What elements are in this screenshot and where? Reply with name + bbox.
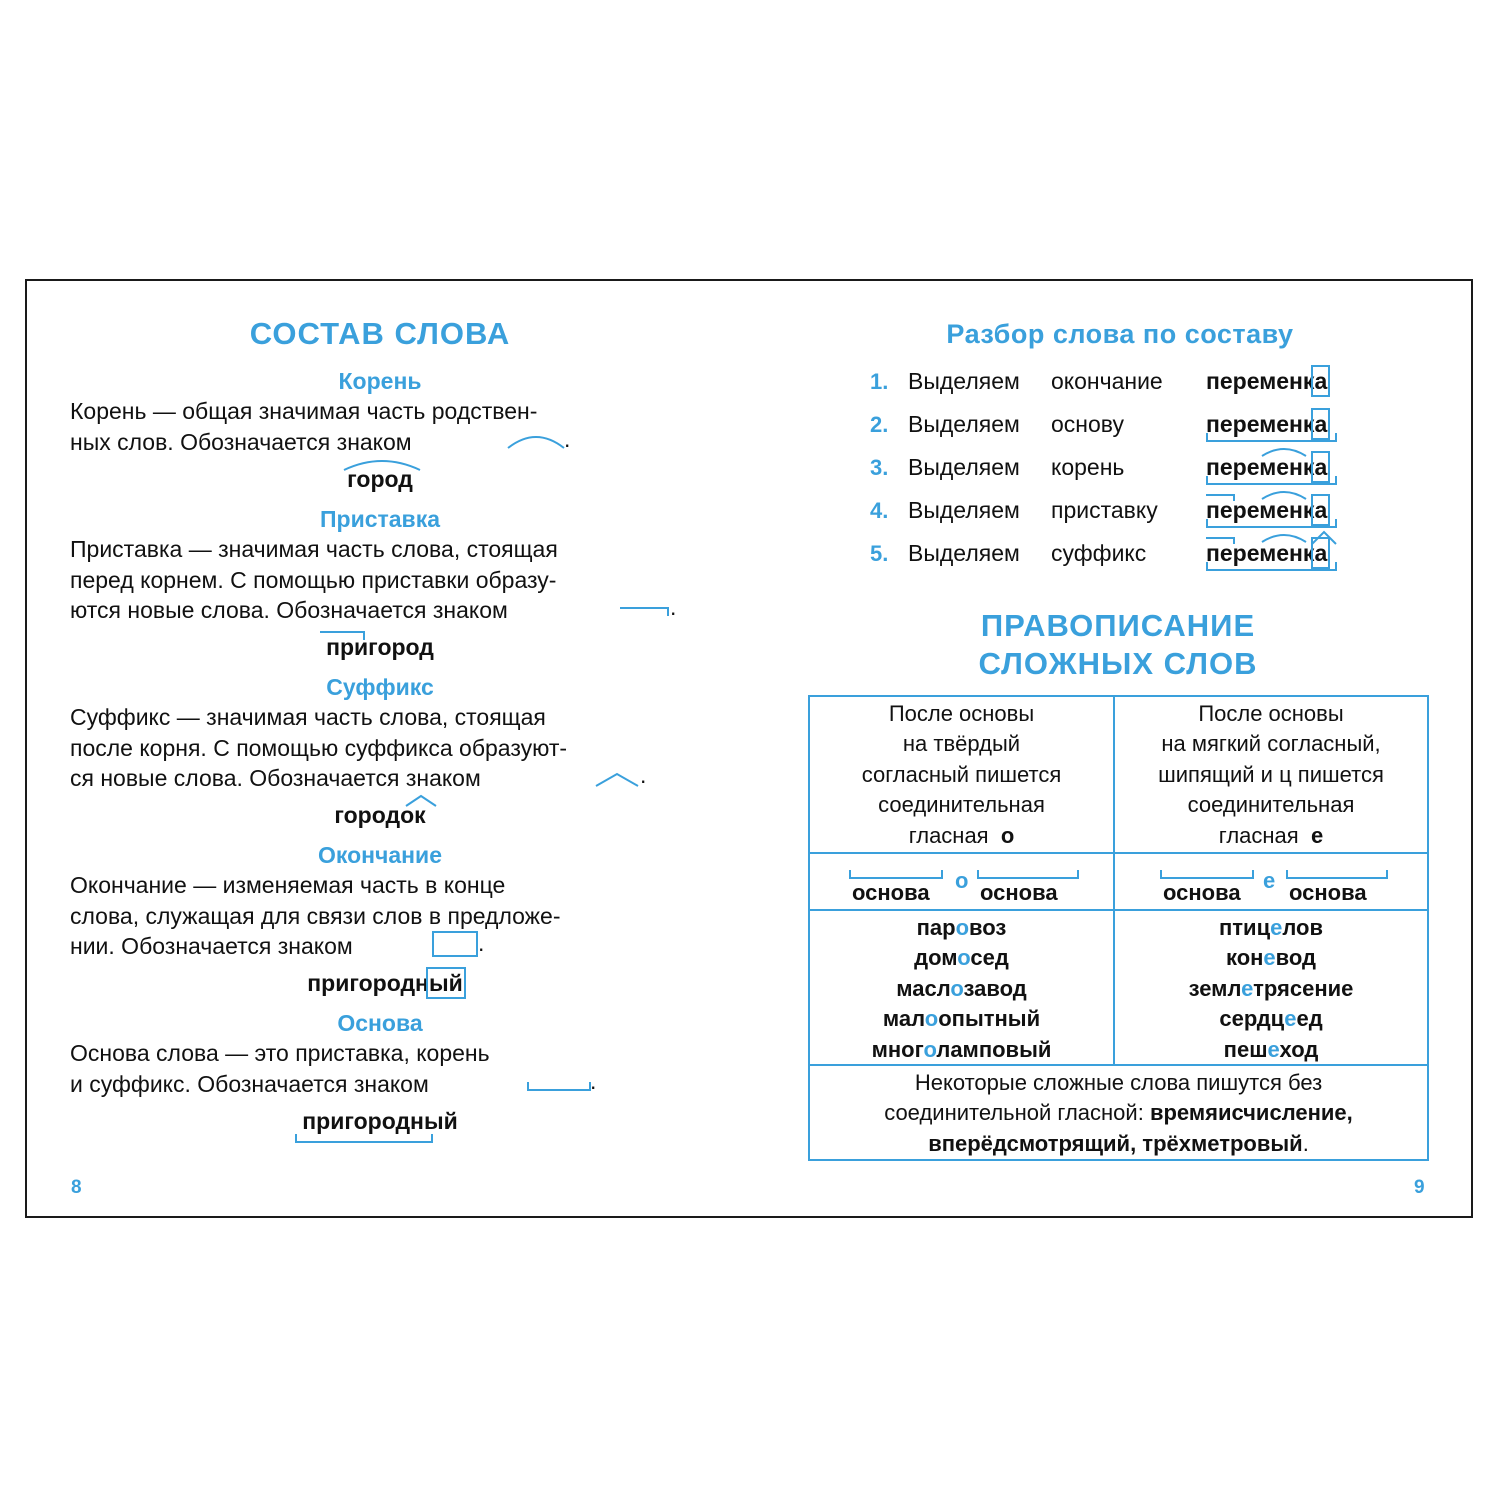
compound-word: домосед bbox=[914, 945, 1009, 971]
heading-root: Корень bbox=[338, 368, 422, 394]
compound-word: землетрясение bbox=[1188, 975, 1354, 1001]
root-arc-example bbox=[342, 458, 422, 472]
table-footer: Некоторые сложные слова пишутся без соединительной гласной: времяисчисление, вперёдсмотрящий, трёхметровый. bbox=[884, 1070, 1353, 1156]
prefix-symbol bbox=[618, 604, 670, 618]
suffix-symbol bbox=[594, 770, 640, 788]
step-target: приставку bbox=[1051, 497, 1158, 523]
col1-schema: основа о основа bbox=[810, 854, 1113, 909]
text-line: слова, служащая для связи слов в предложе- bbox=[70, 902, 561, 929]
text-line: нии. Обозначается знаком bbox=[70, 933, 353, 959]
parsed-word: переменка bbox=[1206, 497, 1328, 523]
compound-word: маслозавод bbox=[896, 975, 1027, 1001]
text-line: после корня. С помощью суффикса образуют- bbox=[70, 734, 568, 761]
compound-word: пешеход bbox=[1223, 1036, 1319, 1062]
compound-word: малоопытный bbox=[882, 1006, 1041, 1032]
compound-title-line2: СЛОЖНЫХ СЛОВ bbox=[978, 646, 1258, 681]
parsed-word: переменка bbox=[1206, 411, 1328, 437]
paragraph-root bbox=[70, 396, 690, 457]
text-line: ся новые слова. Обозначается знаком bbox=[70, 765, 481, 791]
step-verb: Выделяем bbox=[908, 497, 1020, 523]
suffix-mark-example bbox=[404, 794, 438, 808]
compound-word: многоламповый bbox=[871, 1036, 1052, 1062]
text-line: Основа слова — это приставка, корень bbox=[70, 1040, 490, 1066]
paragraph-prefix bbox=[70, 534, 690, 626]
heading-prefix: Приставка bbox=[319, 506, 440, 532]
step-verb: Выделяем bbox=[908, 368, 1020, 394]
step-number: 4. bbox=[870, 498, 889, 523]
example-stem: пригородный bbox=[302, 1108, 458, 1134]
step-verb: Выделяем bbox=[908, 411, 1020, 437]
step-row bbox=[870, 368, 1163, 395]
step-marks bbox=[1204, 526, 1364, 576]
col1-words bbox=[810, 913, 1113, 1065]
text-line: ных слов. Обозначается знаком bbox=[70, 428, 412, 455]
ending-symbol bbox=[432, 931, 478, 957]
paragraph-ending bbox=[70, 870, 690, 962]
stem-mark-example bbox=[294, 1132, 434, 1146]
step-verb: Выделяем bbox=[908, 454, 1020, 480]
page-number-left: 8 bbox=[71, 1177, 82, 1198]
text-line: Приставка — значимая часть слова, стоящая bbox=[70, 536, 558, 562]
col2-header: После основы на мягкий согласный, шипящий и ц пишется соединительная гласная е bbox=[1158, 701, 1384, 848]
compound-word: коневод bbox=[1225, 945, 1317, 971]
text-line: Окончание — изменяемая часть в конце bbox=[70, 872, 506, 898]
step-row bbox=[870, 411, 1124, 438]
paragraph-stem bbox=[70, 1038, 690, 1099]
root-symbol bbox=[506, 430, 566, 450]
page-number-right: 9 bbox=[1414, 1177, 1425, 1198]
parsed-word: переменка bbox=[1206, 454, 1328, 480]
heading-stem: Основа bbox=[337, 1010, 423, 1036]
heading-suffix: Суффикс bbox=[326, 674, 434, 700]
heading-ending: Окончание bbox=[317, 842, 442, 868]
step-row bbox=[870, 454, 1124, 481]
step-target: окончание bbox=[1051, 368, 1163, 394]
step-target: корень bbox=[1051, 454, 1125, 480]
example-suffix: городок bbox=[334, 802, 426, 828]
example-root: город bbox=[347, 466, 413, 492]
step-row bbox=[870, 497, 1158, 524]
parsed-word: переменка bbox=[1206, 368, 1328, 394]
compound-title-line1: ПРАВОПИСАНИЕ bbox=[980, 608, 1256, 643]
example-ending: пригородный bbox=[307, 970, 463, 996]
col1-header: После основы на твёрдый согласный пишется соединительная гласная о bbox=[861, 701, 1062, 848]
stem-symbol bbox=[526, 1080, 592, 1094]
compound-word: птицелов bbox=[1218, 915, 1324, 940]
text-line: ются новые слова. Обозначается знаком bbox=[70, 597, 508, 623]
col2-words bbox=[1115, 913, 1427, 1065]
left-page-title: СОСТАВ СЛОВА bbox=[249, 316, 511, 351]
step-number: 2. bbox=[870, 412, 889, 437]
text-line: перед корнем. С помощью приставки образу- bbox=[70, 566, 557, 593]
step-number: 5. bbox=[870, 541, 889, 566]
step-number: 3. bbox=[870, 455, 889, 480]
text-line: Суффикс — значимая часть слова, стоящая bbox=[70, 704, 546, 730]
example-prefix: пригород bbox=[326, 634, 434, 660]
compound-word: паровоз bbox=[916, 915, 1007, 940]
step-number: 1. bbox=[870, 369, 889, 394]
step-row bbox=[870, 540, 1146, 567]
text-line: Корень — общая значимая часть родствен- bbox=[70, 398, 538, 424]
col2-schema: основа е основа bbox=[1115, 854, 1427, 909]
step-verb: Выделяем bbox=[908, 540, 1020, 566]
step-target: суффикс bbox=[1051, 540, 1147, 566]
step-target: основу bbox=[1051, 411, 1124, 437]
right-page-title: Разбор слова по составу bbox=[946, 319, 1294, 349]
prefix-mark-example bbox=[318, 630, 368, 644]
compound-word: сердцеед bbox=[1219, 1006, 1323, 1032]
compound-words-table bbox=[808, 695, 1429, 1161]
text-line: и суффикс. Обозначается знаком bbox=[70, 1070, 429, 1097]
parsed-word: переменка bbox=[1206, 540, 1328, 566]
